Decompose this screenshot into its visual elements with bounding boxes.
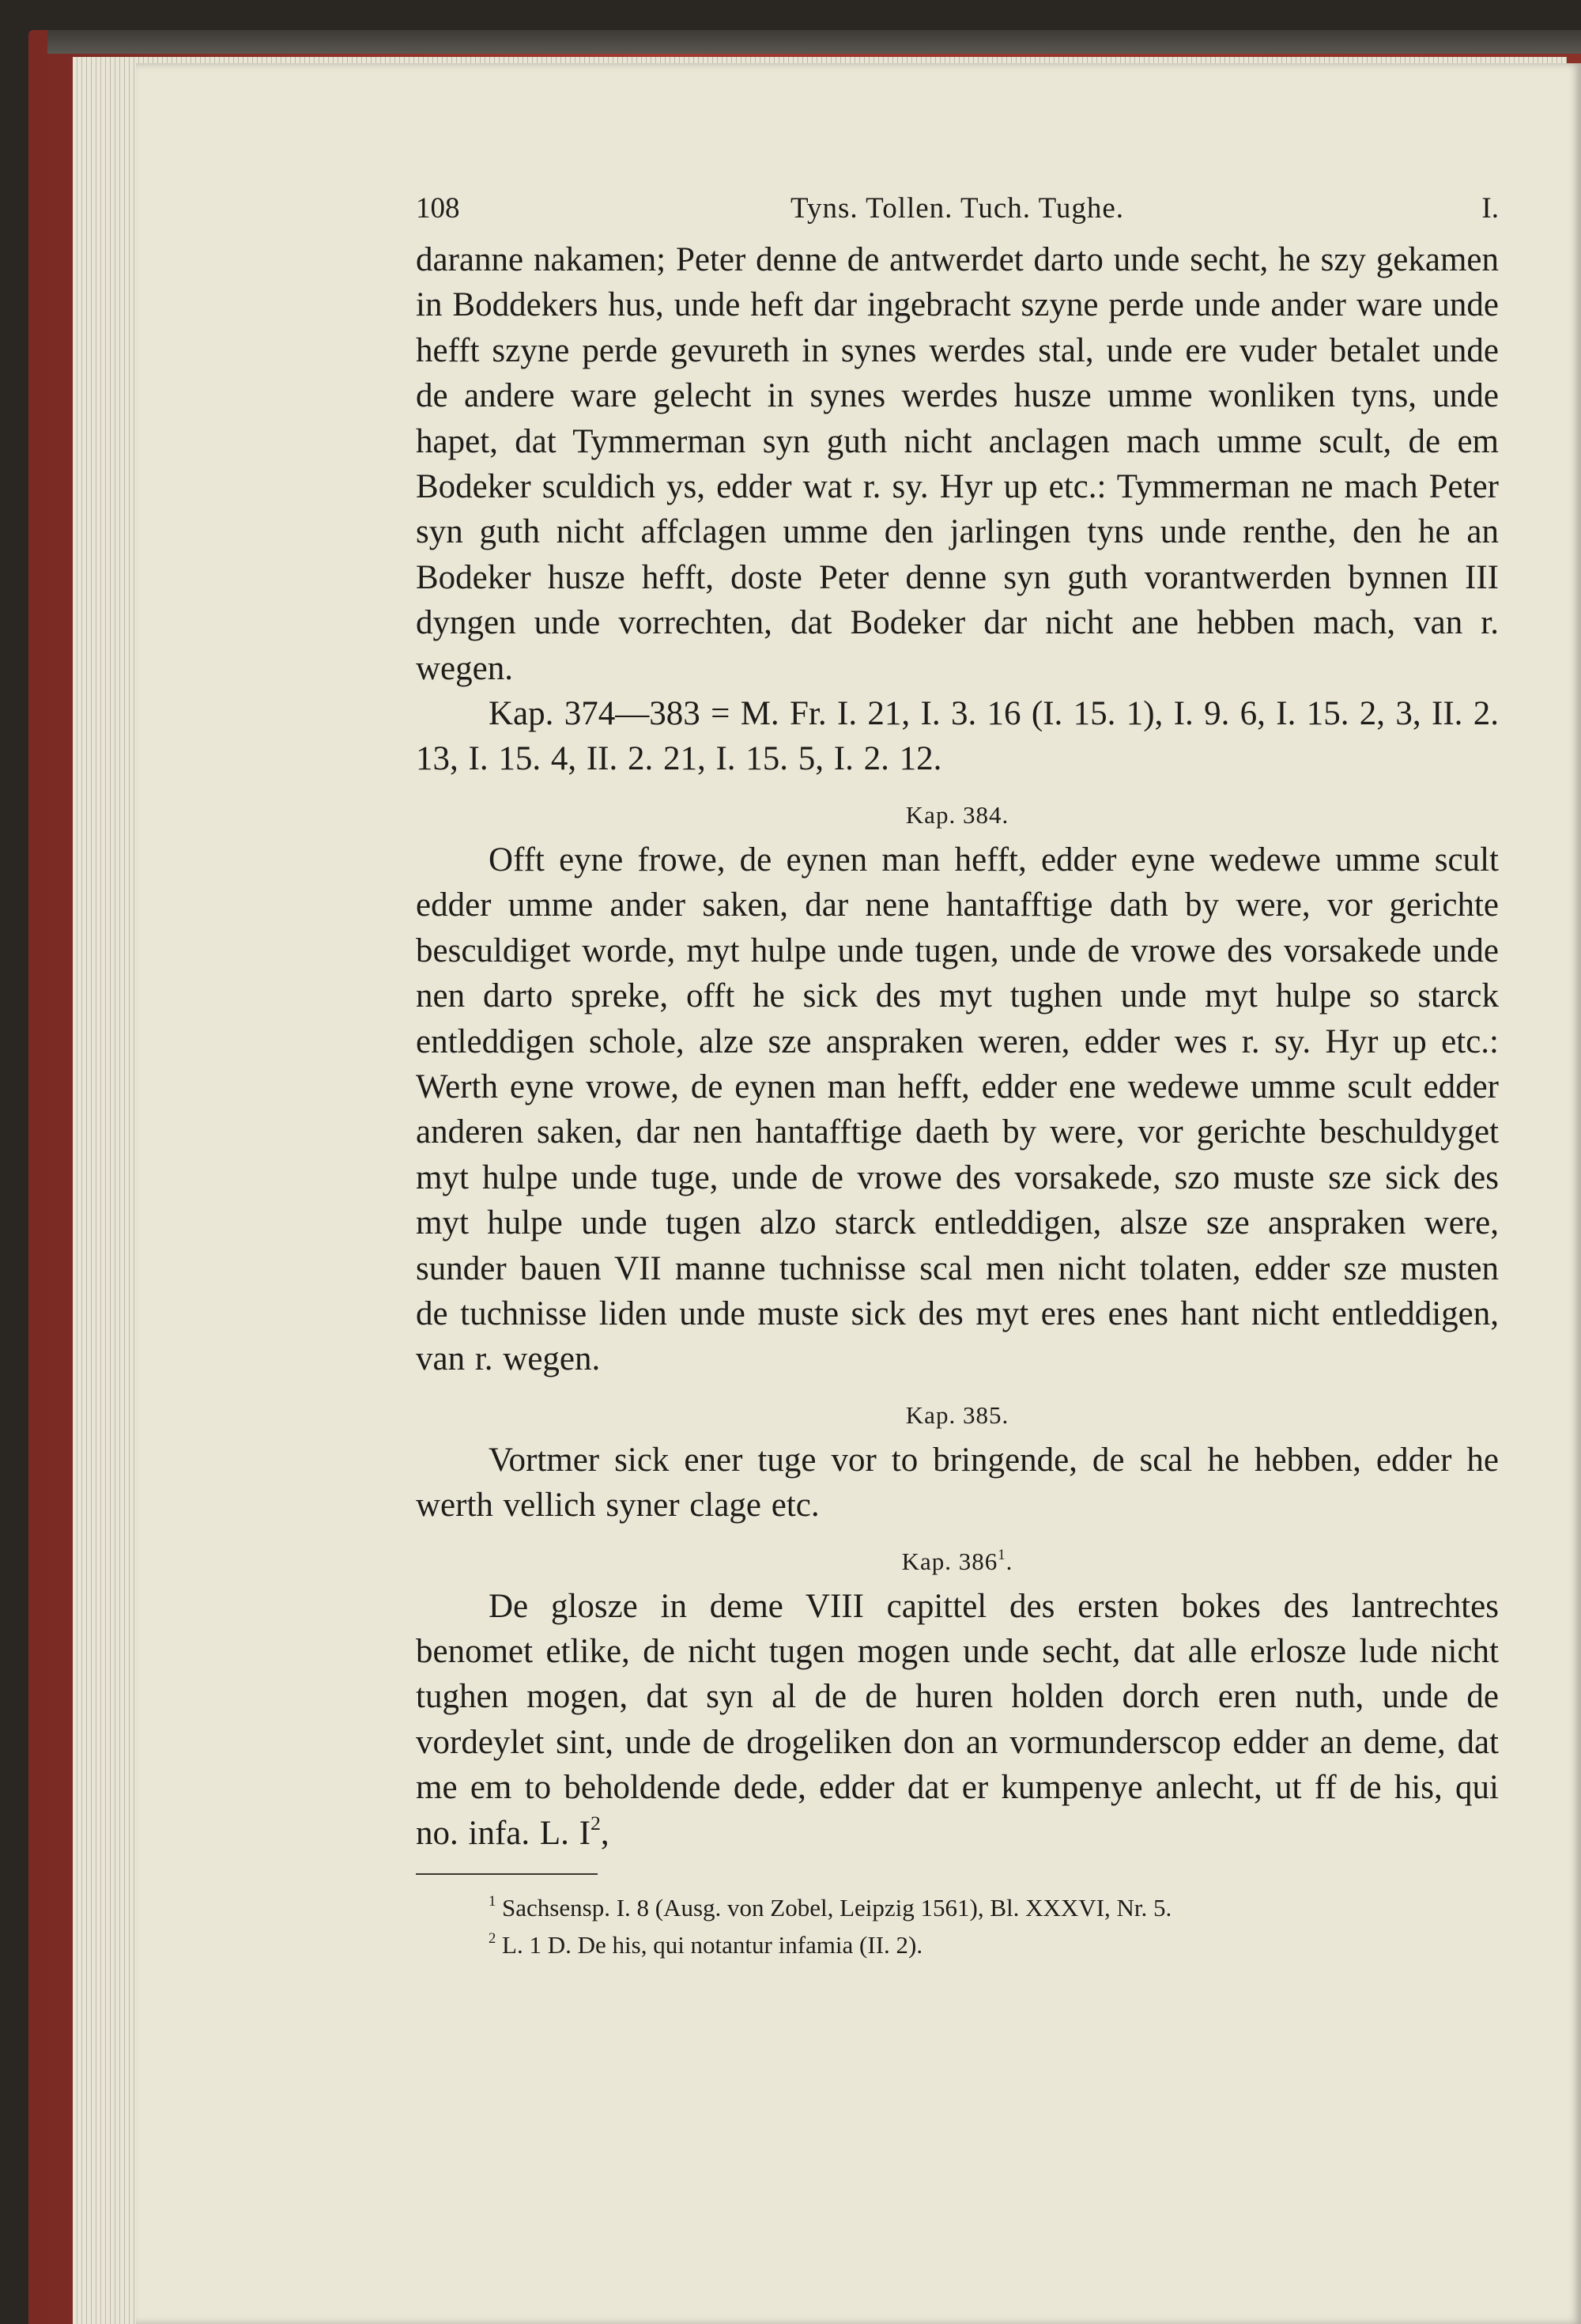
paragraph-chapter-386 [416,1584,1499,1856]
footnote-1-text: Sachsensp. I. 8 (Ausg. von Zobel, Leipzig 1561), Bl. XXXVI, Nr. 5. [502,1894,1172,1922]
footnote-2 [416,1926,1499,1963]
chapter-heading-386 [416,1547,1499,1576]
chapter-386-label: Kap. 386 [901,1547,998,1575]
footnote-2-text: L. 1 D. De his, qui notantur infamia (II. 2). [502,1931,923,1959]
paragraph-chapter-385: Vortmer sick ener tuge vor to bringende, de scal he hebben, edder he werth vellich syner clage etc. [416,1441,1499,1525]
paragraph-continued: daranne nakamen; Peter denne de antwerdet darto unde secht, he szy gekamen in Boddekers hus, unde heft dar ingebracht szyne perde unde ander ware unde hefft szyne perde gevureth in synes werdes stal, unde ere vuder betalet unde de andere ware gelecht in synes werdes husze umme wonliken tyns, unde hapet, dat Tymmerman syn guth nicht anclagen mach umme scult, de em Bodeker sculdich ys, edder wat r. sy. Hyr up etc.: Tymmerman ne mach Peter syn guth nicht affclagen umme den jarlingen tyns unde renthe, den he an Bodeker husze hefft, doste Peter denne syn guth vorantwerden bynnen III dyngen unde vorrechten, dat Bodeker dar nicht ane hebben mach, van r. wegen. [416,241,1499,687]
section-number: I. [1481,192,1499,225]
chapter-386-period: . [1006,1547,1013,1575]
paragraph-386-text: De glosze in deme VIII capittel des ersten bokes des lantrechtes benomet etlike, de nicht tugen mogen unde secht, dat alle erlosze lude nicht tughen mogen, dat syn al de de huren holden dorch eren nuth, unde de vordeylet sint, unde de drogeliken don an vormunderscop edder an deme, dat me em to beholdende dede, edder dat er kumpenye anlecht, ut ff de his, qui no. infa. L. I [416,1587,1499,1852]
running-title: Tyns. Tollen. Tuch. Tughe. [790,192,1125,225]
footnote-mark-1: 1 [489,1892,496,1910]
book-spine-top [47,30,1581,54]
footnote-ref-2: 2 [590,1811,601,1835]
running-header [416,182,1499,237]
paragraph-chapter-384: Offt eyne frowe, de eynen man hefft, edder eyne wedewe umme scult edder umme ander saken, dar nene hantafftige dath by were, vor gerichte besculdiget worde, myt hulpe unde tugen, unde de vrowe des vorsakede unde nen darto spreke, offt he sick des myt tughen unde myt hulpe so starck entleddigen schole, alze sze anspraken weren, edder wes r. sy. Hyr up etc.: Werth eyne vrowe, de eynen man hefft, edder ene wedewe umme scult edder anderen saken, dar nen hantafftige daeth by were, vor gerichte beschuldyget myt hulpe unde tuge, unde de vrowe des vorsakede, szo muste sze sick des myt hulpe unde tugen alzo starck entleddigen, alsze sze anspraken were, sunder bauen VII manne tuchnisse scal men nicht tolaten, edder sze musten de tuchnisse liden unde muste sick des myt eres enes hant nicht entleddigen, van r. wegen. [416,841,1499,1378]
chapter-heading-384: Kap. 384. [905,800,1009,829]
page-content [416,182,1499,1963]
footnote-mark-2: 2 [489,1929,496,1947]
footnote-rule [416,1873,598,1875]
page-number: 108 [416,192,460,225]
chapter-heading-385: Kap. 385. [905,1400,1009,1429]
footnote-ref-1: 1 [998,1546,1006,1563]
paragraph-chapter-references: Kap. 374—383 = M. Fr. I. 21, I. 3. 16 (I. 15. 1), I. 9. 6, I. 15. 2, 3, II. 2. 13, I. 15. 4, II. 2. 21, I. 15. 5, I. 2. 12. [416,695,1499,778]
paragraph-386-end: , [600,1814,609,1852]
footnote-1 [416,1889,1499,1926]
